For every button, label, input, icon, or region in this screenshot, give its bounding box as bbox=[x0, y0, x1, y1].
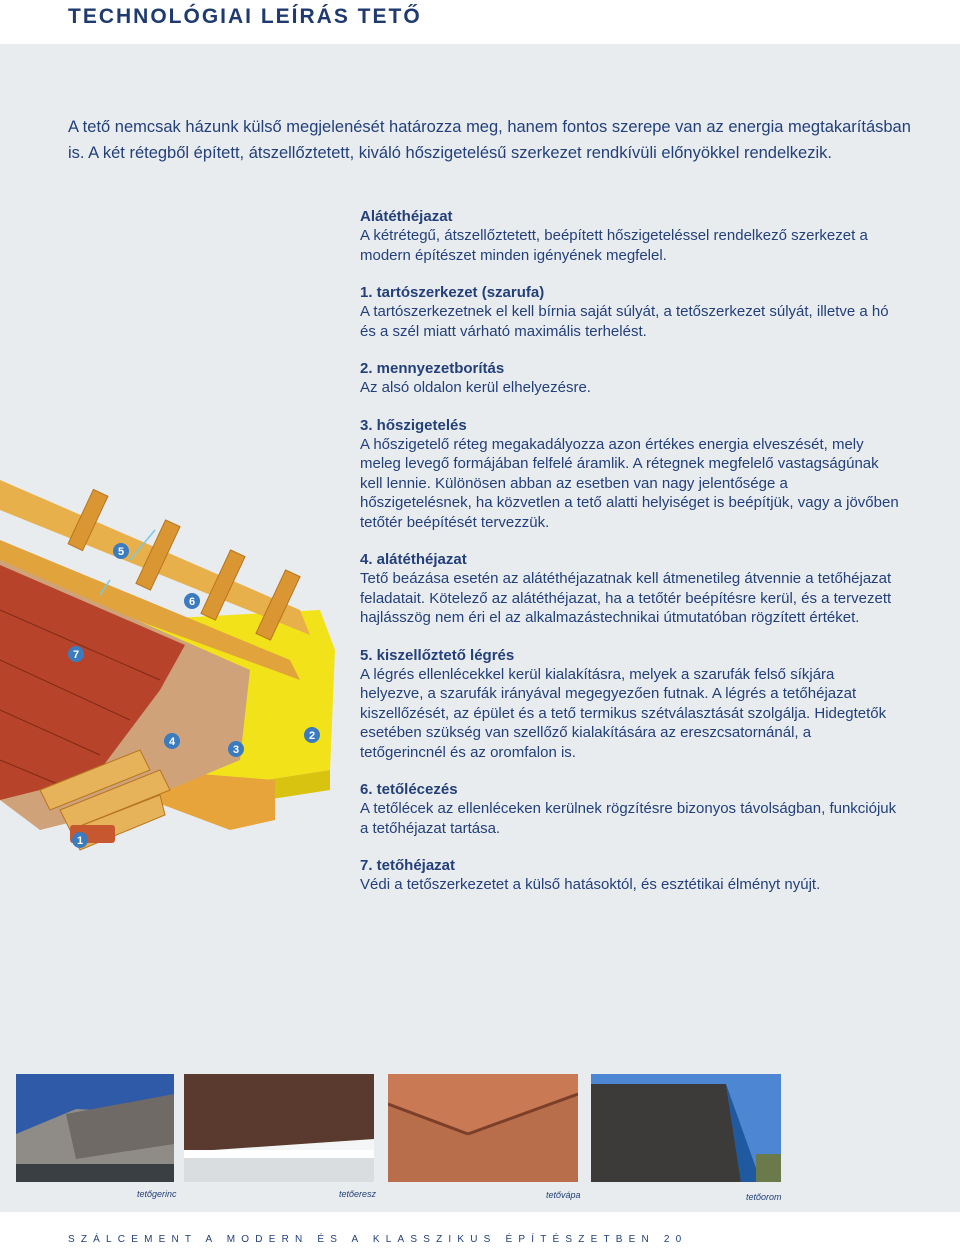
section-tetolecezes bbox=[360, 780, 900, 838]
page-title: TECHNOLÓGIAI LEÍRÁS TETŐ bbox=[68, 5, 422, 28]
photo-tetovapa bbox=[388, 1074, 578, 1182]
section-title: 5. kiszellőztető légrés bbox=[360, 646, 515, 664]
photo-tetoeresz bbox=[184, 1074, 374, 1182]
section-text: Az alsó oldalon kerül elhelyezésre. bbox=[360, 379, 591, 396]
section-text: A kétrétegű, átszellőztetett, beépített hőszigeteléssel rendelkező szerkezet a modern építészet minden igényének megfelel. bbox=[360, 227, 868, 264]
section-title: 3. hőszigetelés bbox=[360, 416, 467, 434]
section-text: A légrés ellenlécekkel kerül kialakításra, melyek a szarufák felső síkjára helyezve, a szarufák irányával megegyezően futnak. A légrés a tetőhéjazat kiszellőzését, az épület és a tető termikus szétválasztását szolgálja. Hidegtetők esetében szükség van szellőző kialakítására az ereszcsatornánál, a tetőgerincnél és az oromfalon is. bbox=[360, 665, 887, 761]
footer-text: SZÁLCEMENT A MODERN ÉS A KLASSZIKUS ÉPÍTÉSZETBEN 20 bbox=[68, 1234, 688, 1245]
label-5: 5 bbox=[117, 546, 125, 558]
sections-list bbox=[360, 207, 900, 913]
section-text: A tetőlécek az ellenléceken kerülnek rögzítésre bizonyos távolságban, funkciójuk a tetőhéjazat tartása. bbox=[360, 800, 897, 837]
page-footer bbox=[0, 1212, 960, 1258]
section-text: Védi a tetőszerkezetet a külső hatásoktól, és esztétikai élményt nyújt. bbox=[360, 876, 821, 893]
label-1: 1 bbox=[76, 835, 84, 847]
section-alatethejazat bbox=[360, 207, 900, 265]
section-title: 6. tetőlécezés bbox=[360, 781, 458, 798]
photo-caption: tetőeresz bbox=[339, 1189, 377, 1199]
photo-tetogerinc bbox=[16, 1074, 174, 1182]
label-3: 3 bbox=[232, 744, 240, 756]
section-text: A tartószerkezetnek el kell bírnia saját súlyát, a tetőszerkezet súlyát, illetve a hó és a szél miatt várható maximális terhelést. bbox=[360, 303, 889, 340]
section-tartoszerkezet bbox=[360, 283, 900, 341]
section-title: 7. tetőhéjazat bbox=[360, 857, 456, 874]
label-7: 7 bbox=[72, 649, 80, 661]
section-title: 1. tartószerkezet (szarufa) bbox=[360, 284, 545, 301]
label-6: 6 bbox=[188, 596, 196, 608]
intro-text: A tető nemcsak házunk külső megjelenését határozza meg, hanem fontos szerepe van az energia megtakarításban is. A két rétegből épített, átszellőztetett, kiváló hőszigetelésű szerkezet rendkívüli előnyökkel rendelkezik. bbox=[68, 118, 911, 162]
photo-tetoorom bbox=[591, 1074, 781, 1182]
section-tetohejazat bbox=[360, 856, 900, 895]
section-hoszigeteles bbox=[360, 416, 900, 533]
photo-caption: tetőorom bbox=[746, 1192, 782, 1202]
section-alatethejazat-4 bbox=[360, 550, 900, 628]
label-4: 4 bbox=[168, 736, 176, 748]
roof-diagram bbox=[0, 470, 340, 860]
label-2: 2 bbox=[308, 730, 316, 742]
section-title: 2. mennyezetborítás bbox=[360, 360, 505, 377]
photo-caption: tetőgerinc bbox=[137, 1189, 177, 1199]
section-title: 4. alátéthéjazat bbox=[360, 551, 467, 568]
section-text: A hőszigetelő réteg megakadályozza azon értékes energia elveszését, mely meleg levegő formájában felfelé áramlik. A rétegnek megfelelő vastagságúnak kell lennie. Különösen abban az esetben van nagy jelentősége a hőszigetelésnek, ha közvetlen a tető alatti helyiséget is beépítjük, vagy a jövőben tetőtér beépítését tervezzük. bbox=[360, 435, 899, 531]
section-text: Tető beázása esetén az alátéthéjazatnak kell átmenetileg átvennie a tetőhéjazat feladatait. Kötelező az alátéthéjazat, ha a tetőtér beépítésre kerül, és a tervezett hajlásszög nem éri el az alkalmazástechnikai útmutatóban rögzített értéket. bbox=[360, 570, 892, 626]
section-title: Alátéthéjazat bbox=[360, 208, 453, 225]
section-legres bbox=[360, 646, 900, 763]
photo-caption: tetővápa bbox=[546, 1190, 581, 1200]
section-mennyezetboritas bbox=[360, 359, 900, 398]
page-header bbox=[0, 0, 960, 44]
